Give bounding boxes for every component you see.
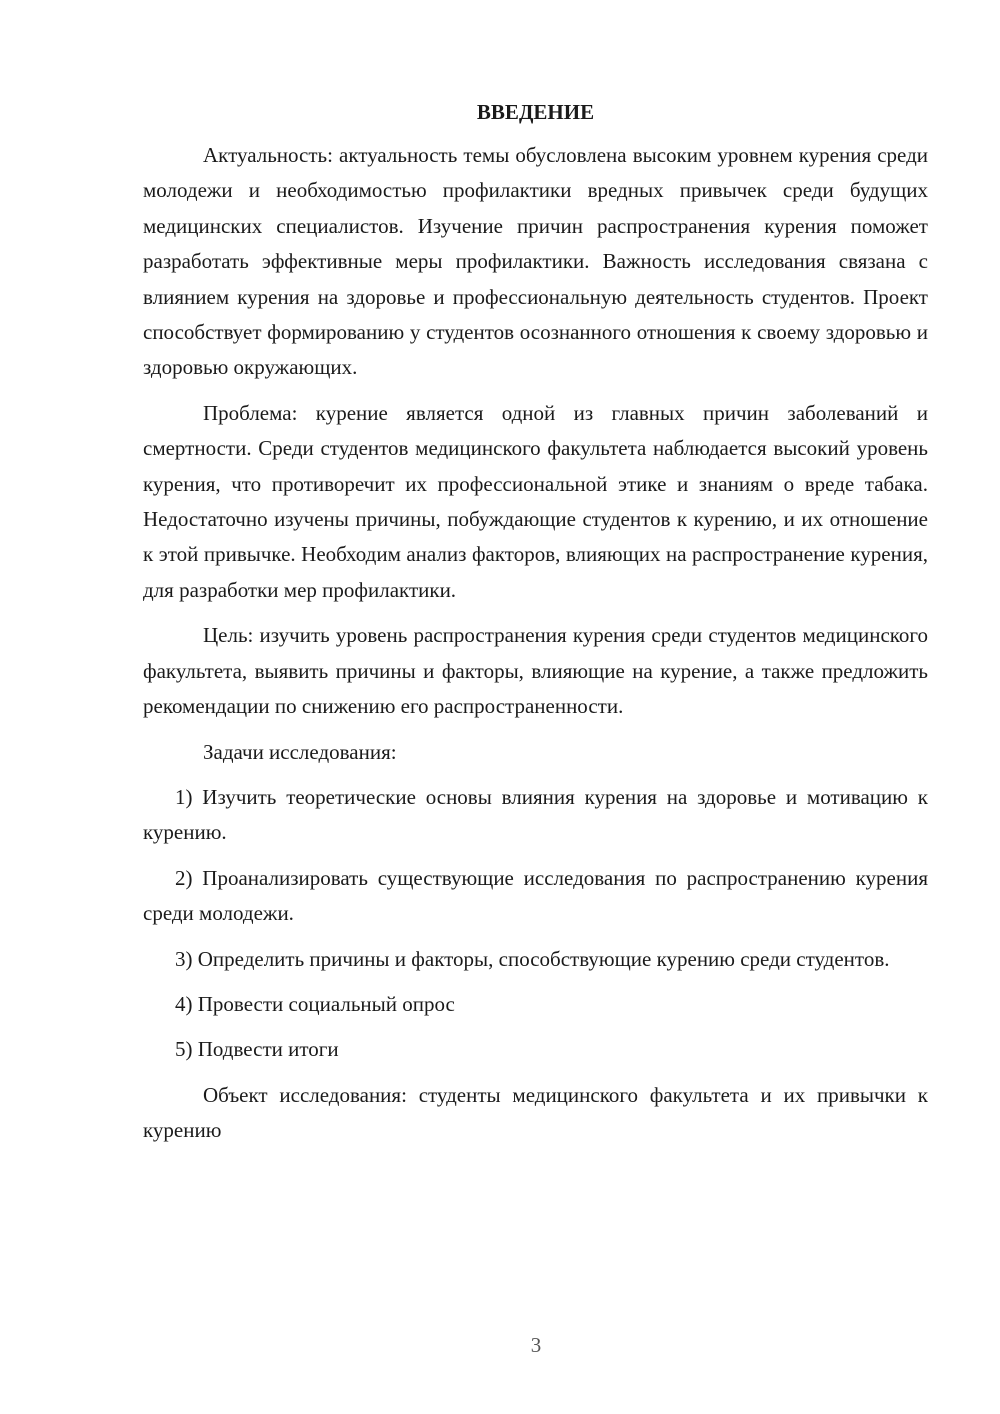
paragraph-object: Объект исследования: студенты медицинского факультета и их привычки к курению [143,1082,928,1143]
task-item-1: 1) Изучить теоретические основы влияния курения на здоровье и мотивацию к курению. [143,784,928,845]
page-title: ВВЕДЕНИЕ [476,100,595,124]
task-item-3: 3) Определить причины и факторы, способствующие курению среди студентов. [175,946,890,971]
task-item-2: 2) Проанализировать существующие исследования по распространению курения среди молодежи. [143,865,928,926]
paragraph-problem: Проблема: курение является одной из главных причин заболеваний и смертности. Среди студентов медицинского факультета наблюдается высокий уровень курения, что противоречит их профессиональной этике и знаниям о вреде табака. Недостаточно изучены причины, побуждающие студентов к курению, и их отношение к этой привычке. Необходим анализ факторов, влияющих на распространение курения, для разработки мер профилактики. [143,400,928,602]
task-item-5: 5) Подвести итоги [175,1037,339,1062]
task-item-4: 4) Провести социальный опрос [175,991,455,1016]
paragraph-goal: Цель: изучить уровень распространения курения среди студентов медицинского факультета, выявить причины и факторы, влияющие на курение, а также предложить рекомендации по снижению его распространенности. [143,623,928,719]
tasks-heading: Задачи исследования: [203,739,397,764]
paragraph-relevance: Актуальность: актуальность темы обусловлена высоким уровнем курения среди молодежи и необходимостью профилактики вредных привычек среди будущих медицинских специалистов. Изучение причин распространения курения поможет разработать эффективные меры профилактики. Важность исследования связана с влиянием курения на здоровье и профессиональную деятельность студентов. Проект способствует формированию у студентов осознанного отношения к своему здоровью и здоровью окружающих. [143,143,928,380]
page-content [143,95,928,1159]
page-number: 3 [530,1333,542,1357]
